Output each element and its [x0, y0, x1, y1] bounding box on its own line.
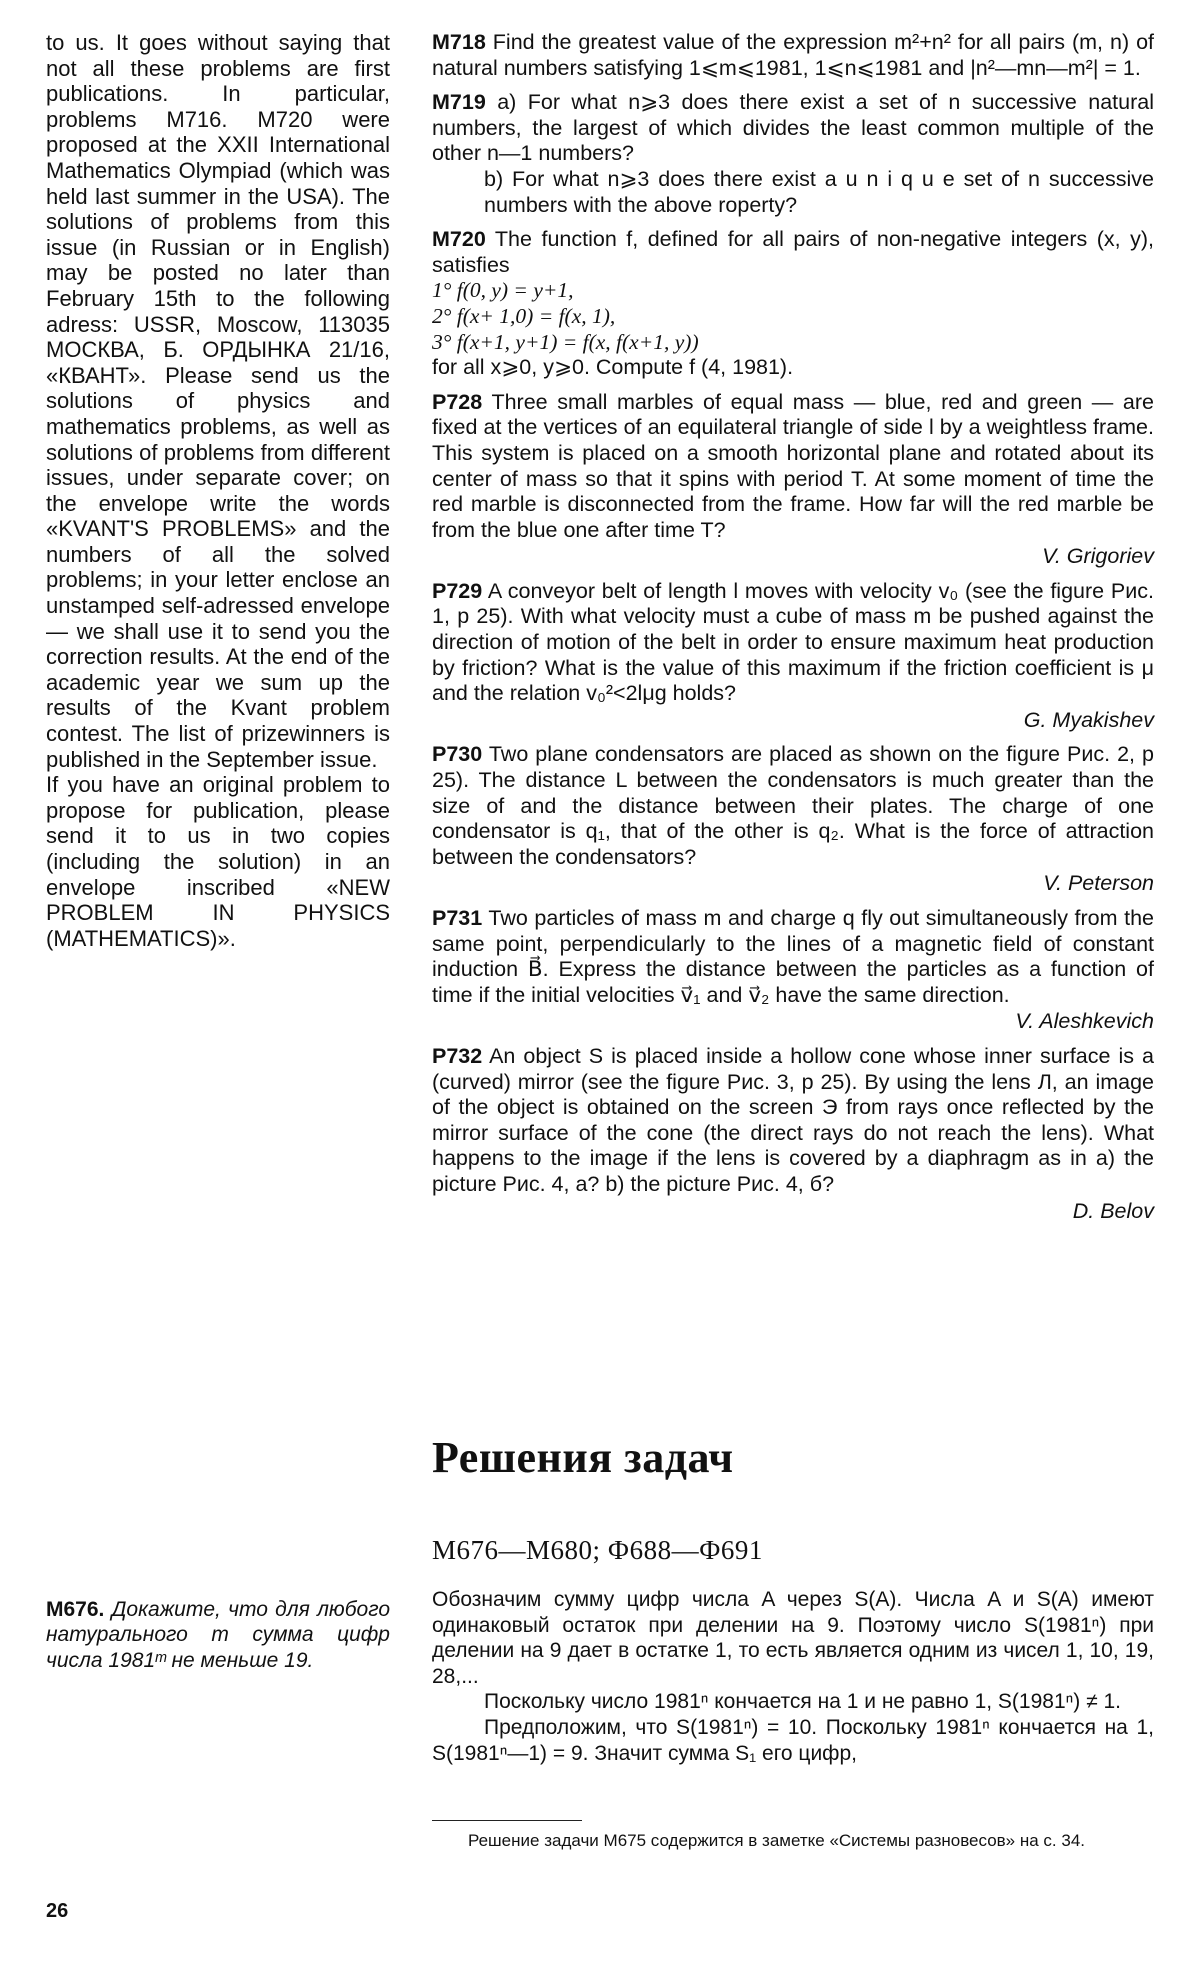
problem-author: D. Belov [1072, 1198, 1154, 1223]
problem-intro: The function f, defined for all pairs of non-negative integers (x, y), satisfies [432, 227, 1154, 277]
solution-paragraph: Предположим, что S(1981ⁿ) = 10. Поскольку 1981ⁿ кончается на 1, S(1981ⁿ—1) = 9. Значит сумма S₁ его цифр, [432, 1715, 1154, 1765]
problem-text: An object S is placed inside a hollow cone whose inner surface is a (curved) mirror (see the figure Рис. 3, p 25). By using the lens Л, an image of the object is obtained on the screen Э from rays once reflected by the mirror surface of the cone (the direct rays do not reach the lens). What happens to the image if the lens is covered by a diaphragm as in a) the picture Рис. 4, а? b) the picture Рис. 4, б? [432, 1043, 1154, 1196]
problem-id: M718 [432, 30, 486, 54]
problem-text: Find the greatest value of the expression m²+n² for all pairs (m, n) of natural numbers satisfying 1⩽m⩽1981, 1⩽n⩽1981 and |n²—mn—m²| = 1. [432, 30, 1154, 80]
page-number: 26 [46, 1900, 69, 1922]
problem-id: P732 [432, 1043, 483, 1068]
problem-p728 [432, 390, 1154, 570]
footnote: Решение задачи М675 содержится в заметке «Системы разновесов» на с. 34. [468, 1831, 1085, 1850]
problem-text: Two particles of mass m and charge q fly out simultaneously from the same point, perpendicularly to the lines of a magnetic field of constant induction B⃗. Express the distance between the particles as a function of time if the initial velocities v⃗₁ and v⃗₂ have the same direction. [432, 906, 1154, 1007]
problem-question: Докажите, что для любого натурального m сумма цифр числа 1981ᵐ не меньше 19. [46, 1598, 390, 1672]
section-title: Решения задач [432, 1433, 734, 1482]
problem-text: A conveyor belt of length l moves with velocity v₀ (see the figure Рис. 1, p 25). With what velocity must a cube of mass m be pushed against the direction of motion of the belt in order to ensure maximum heat production by friction? What is the value of this maximum if the friction coefficient is μ and the relation v₀²<2lμg holds? [432, 578, 1154, 706]
problem-rule-2: 2° f(x+ 1,0) = f(x, 1), [432, 303, 616, 328]
problem-list [432, 30, 1154, 1233]
problem-p731 [432, 906, 1154, 1035]
problem-m719 [432, 90, 1154, 218]
problem-id: P730 [432, 742, 483, 767]
problem-author: V. Grigoriev [1042, 544, 1154, 569]
problem-id: M719 [432, 90, 486, 115]
problem-m718 [432, 30, 1154, 81]
problem-m676-statement [46, 1597, 390, 1673]
problem-author: V. Aleshkevich [1015, 1009, 1154, 1034]
problem-m720 [432, 227, 1154, 381]
solution-paragraph: Обозначим сумму цифр числа A через S(A). Числа A и S(A) имеют одинаковый остаток при делении на 9. Поэтому число S(1981ⁿ) при делении на 9 дает в остатке 1, то есть является одним из чисел 1, 10, 19, 28,... [432, 1588, 1154, 1688]
problem-id: P731 [432, 906, 483, 930]
problem-text: Two plane condensators are placed as shown on the figure Рис. 2, p 25). The distance L between the condensators is much greater than the size of and the distance between their plates. The charge of one condensator is q₁, that of the other is q₂. What is the force of attraction between the condensators? [432, 742, 1154, 869]
problem-id: М676. [46, 1598, 105, 1621]
problem-author: V. Peterson [1043, 871, 1154, 896]
problem-text: Three small marbles of equal mass — blue, red and green — are fixed at the vertices of an equilateral triangle of side l by a weightless frame. This system is placed on a smooth horizontal plane and rotated about its center of mass so that it spins with period T. At some moment of time the red marble is disconnected from the frame. How far will the red marble be from the blue one after time T? [432, 389, 1154, 542]
problem-p730 [432, 742, 1154, 897]
problem-rule-3: 3° f(x+1, y+1) = f(x, f(x+1, y)) [432, 329, 699, 354]
problem-outro: for all x⩾0, y⩾0. Compute f (4, 1981). [432, 355, 794, 380]
problem-part-b: b) For what n⩾3 does there exist a u n i q u e set of n successive numbers with the above roperty? [484, 166, 1154, 217]
left-column-notice [46, 30, 390, 951]
problem-m676-solution [432, 1587, 1154, 1766]
problem-id: M720 [432, 227, 486, 252]
footnote-divider [432, 1820, 582, 1821]
notice-paragraph: to us. It goes without saying that not all these problems are first publications. In particular, problems M716. M720 were proposed at the XXII International Mathematics Olympiad (which was held last summer in the USA). The solutions of problems from this issue (in Russian or in English) may be posted no later than February 15th to the following adress: USSR, Moscow, 113035 МОСКВА, Б. ОРДЫНКА 21/16, «КВАНТ». Please send us the solutions of physics and mathematics problems, as well as solutions of problems from different issues, under separate cover; on the envelope write the words «KVANT'S PROBLEMS» and the numbers of all the solved problems; in your letter enclose an unstamped self-adressed envelope — we shall use it to send you the correction results. At the end of the academic year we sum up the results of the Kvant problem contest. The list of prizewinners is published in the September issue. [46, 30, 390, 772]
problem-part-a: a) For what n⩾3 does there exist a set of n successive natural numbers, the largest of which divides the least common multiple of the other n—1 numbers? [432, 90, 1154, 166]
problem-author: G. Myakishev [1023, 707, 1154, 732]
problem-id: P728 [432, 389, 483, 414]
problem-p729 [432, 579, 1154, 734]
notice-paragraph-proposals: If you have an original problem to propose for publication, please send it to us in two copies (including the solution) in an envelope inscribed «NEW PROBLEM IN PHYSICS (MATHEMATICS)». [46, 772, 390, 951]
problem-rule-1: 1° f(0, y) = y+1, [432, 278, 574, 303]
problem-p732 [432, 1044, 1154, 1224]
problem-id: P729 [432, 578, 483, 603]
solution-paragraph: Поскольку число 1981ⁿ кончается на 1 и не равно 1, S(1981ⁿ) ≠ 1. [484, 1690, 1121, 1714]
section-subtitle: М676—М680; Ф688—Ф691 [432, 1535, 763, 1565]
